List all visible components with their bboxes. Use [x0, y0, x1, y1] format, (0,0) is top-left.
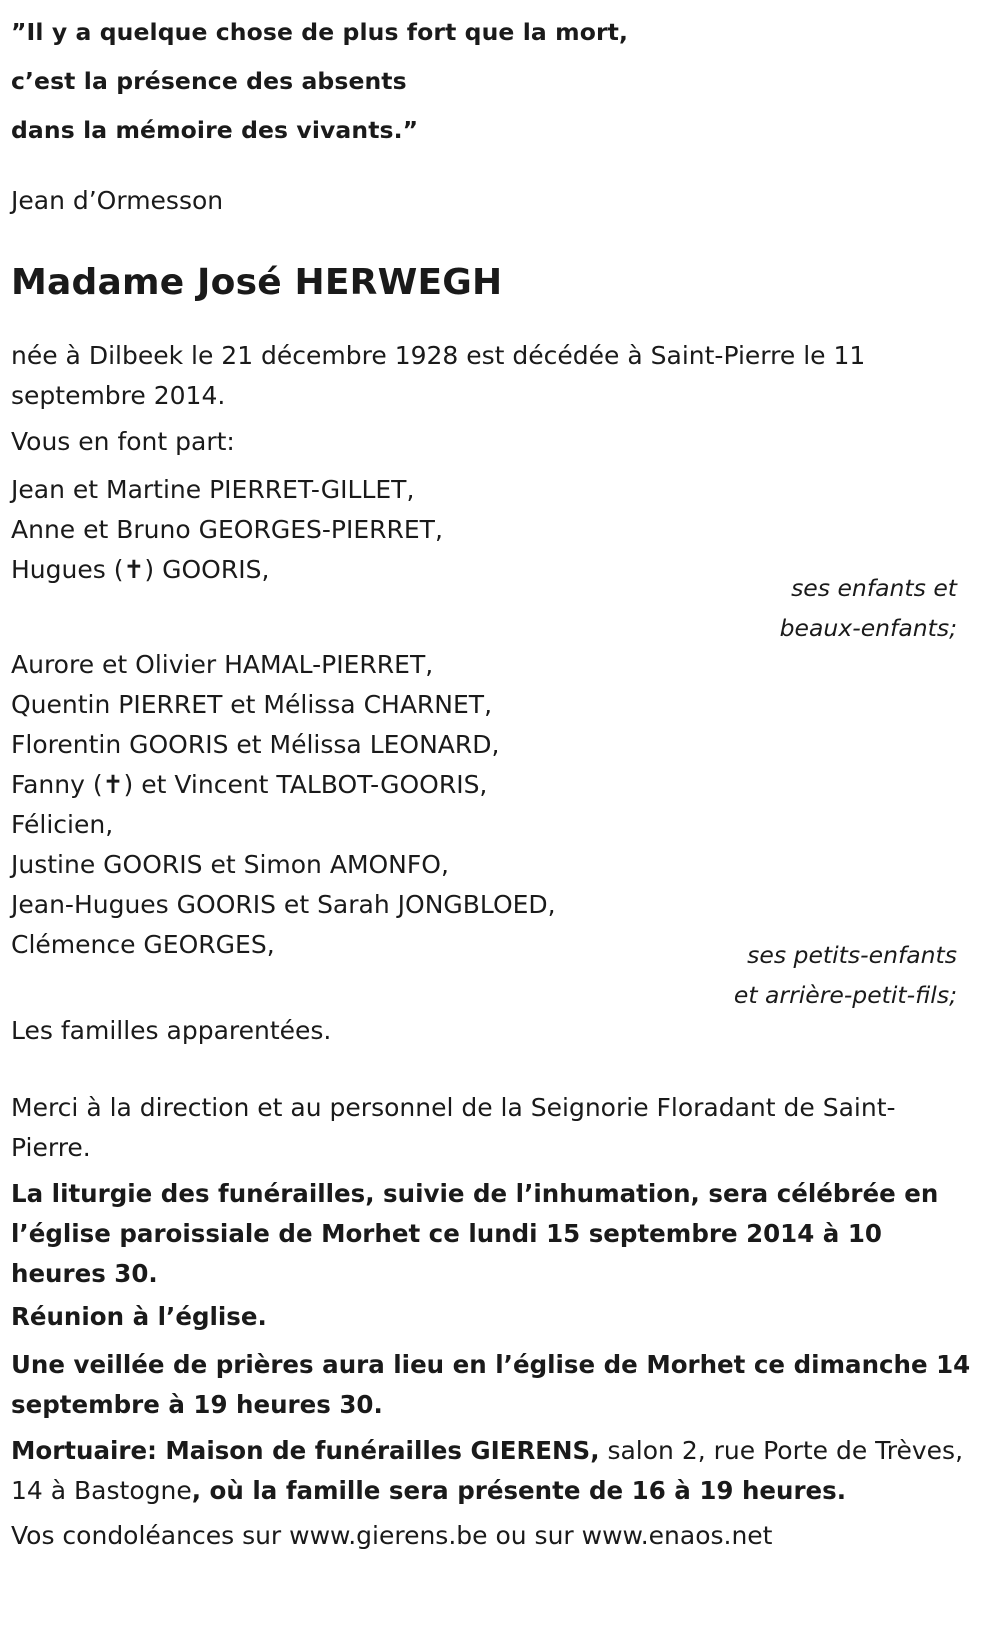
vigil-paragraph: Une veillée de prières aura lieu en l’église de Morhet ce dimanche 14 septembre à 19 heures 30. [11, 1350, 971, 1419]
quote-line: ”Il y a quelque chose de plus fort que la mort, [11, 18, 629, 46]
list-item: Anne et Bruno GEORGES-PIERRET, [11, 515, 443, 544]
mortuary-label: Mortuaire: Maison de funérailles GIERENS, [11, 1436, 600, 1465]
epigraph-quote [11, 8, 731, 155]
quote-line: dans la mémoire des vivants.” [11, 116, 419, 144]
condolences-line: Vos condoléances sur www.gierens.be ou sur www.enaos.net [11, 1521, 773, 1550]
mortuary-paragraph [11, 1431, 971, 1511]
grandchildren-list [11, 645, 911, 965]
list-item: Florentin GOORIS et Mélissa LEONARD, [11, 730, 500, 759]
relation-line: beaux-enfants; [779, 614, 957, 642]
birth-death-statement: née à Dilbeek le 21 décembre 1928 est décédée à Saint-Pierre le 11 septembre 2014. [11, 341, 866, 410]
list-item: Jean et Martine PIERRET-GILLET, [11, 475, 415, 504]
list-item: Justine GOORIS et Simon AMONFO, [11, 850, 449, 879]
list-item: Félicien, [11, 810, 114, 839]
related-families: Les familles apparentées. [11, 1016, 332, 1045]
quote-line: c’est la présence des absents [11, 67, 407, 95]
children-relation [780, 568, 957, 648]
list-item: Aurore et Olivier HAMAL-PIERRET, [11, 650, 434, 679]
relation-line: et arrière-petit-fils; [733, 981, 957, 1009]
quote-author: Jean d’Ormesson [11, 186, 224, 215]
relation-line: ses enfants et [791, 574, 957, 602]
liturgy-paragraph: La liturgie des funérailles, suivie de l’inhumation, sera célébrée en l’église paroissiale de Morhet ce lundi 15 septembre 2014 à 10 heures 30. [11, 1179, 939, 1288]
list-item: Fanny (✝) et Vincent TALBOT-GOORIS, [11, 770, 488, 799]
list-item: Jean-Hugues GOORIS et Sarah JONGBLOED, [11, 890, 556, 919]
list-item: Hugues (✝) GOORIS, [11, 555, 270, 584]
announcement-line: Vous en font part: [11, 427, 235, 456]
children-list [11, 470, 911, 590]
list-item: Quentin PIERRET et Mélissa CHARNET, [11, 690, 493, 719]
reunion-line: Réunion à l’église. [11, 1302, 267, 1331]
thanks-paragraph: Merci à la direction et au personnel de la Seignorie Floradant de Saint-Pierre. [11, 1093, 896, 1162]
deceased-name: Madame José HERWEGH [11, 262, 503, 303]
mortuary-address: salon 2, rue Porte de Trèves, 14 à Bastogne [11, 1436, 964, 1505]
grandchildren-relation [734, 935, 957, 1015]
mortuary-hours: , où la famille sera présente de 16 à 19 heures. [191, 1476, 847, 1505]
relation-line: ses petits-enfants [747, 941, 957, 969]
list-item: Clémence GEORGES, [11, 930, 275, 959]
